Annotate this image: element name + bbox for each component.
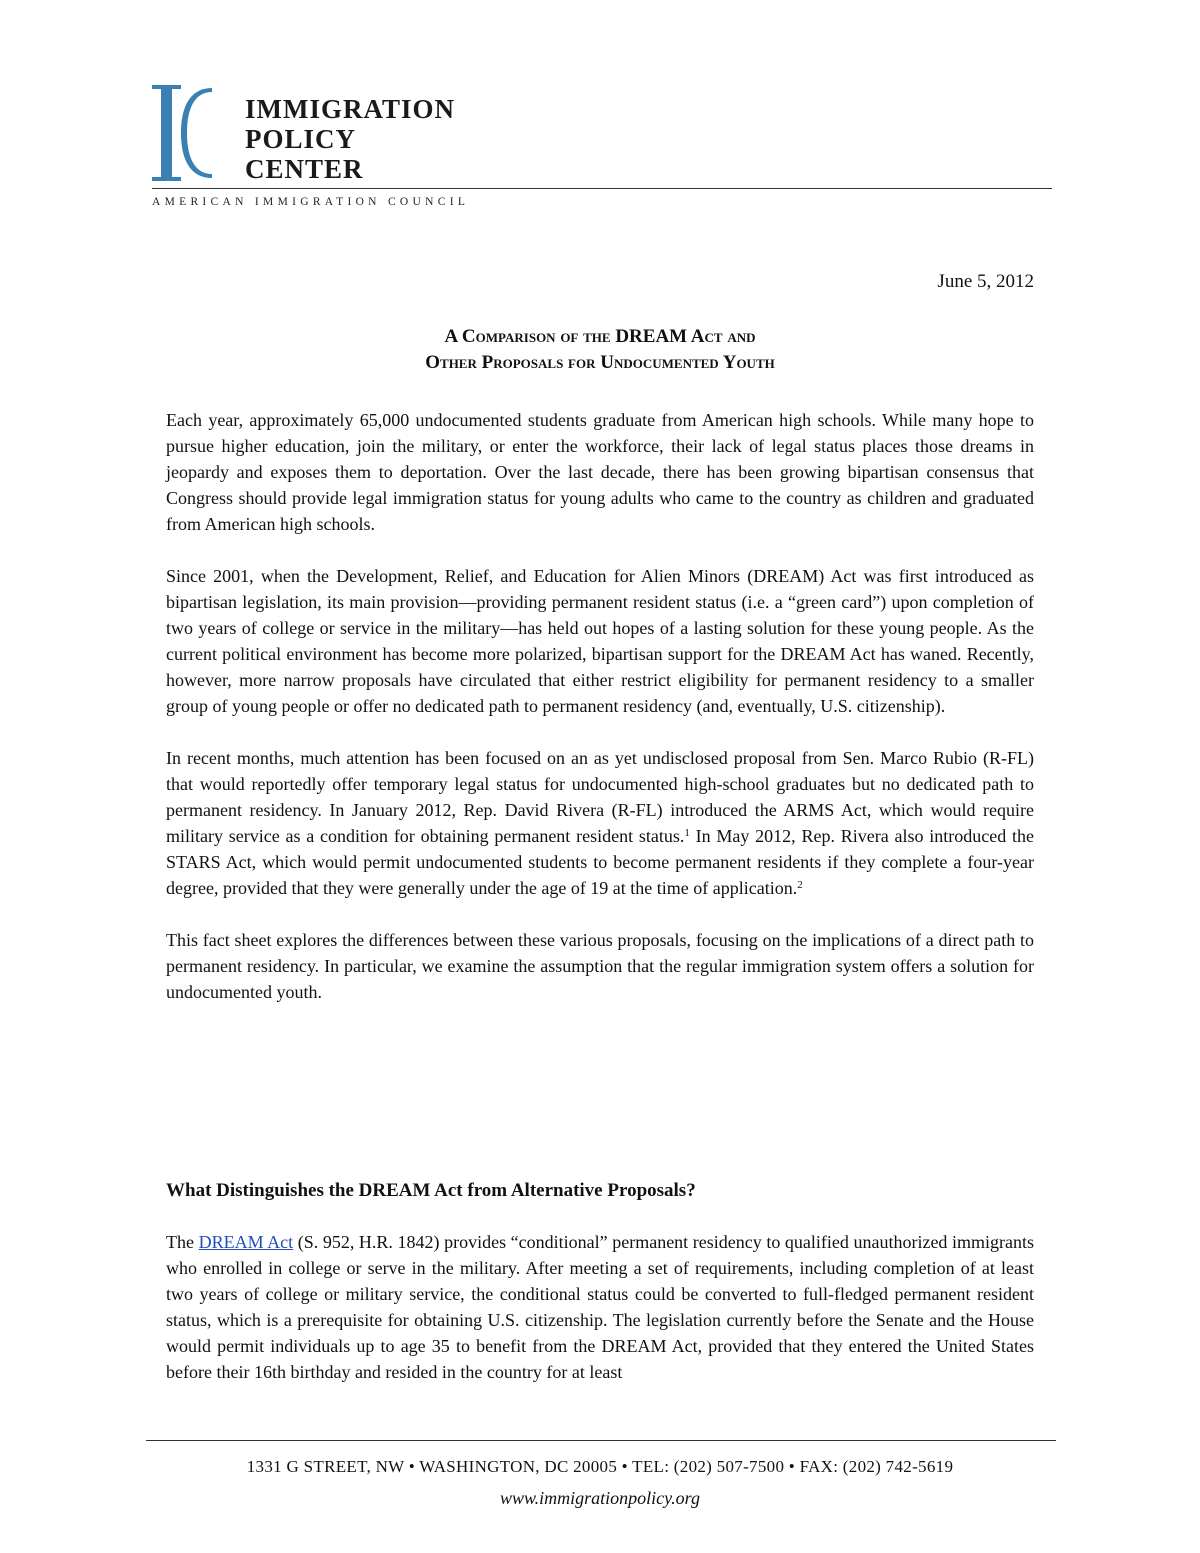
document-title bbox=[0, 324, 1200, 376]
paragraph-3-part-2: In May 2012, Rep. Rivera also introduced the STARS Act, which would permit undocumented students to become permanent residents if they complete a four-year degree, provided that they were generally under the age of 19 at the time of application. bbox=[166, 826, 1034, 898]
paragraph-3-part-1: In recent months, much attention has been focused on an as yet undisclosed proposal from Sen. Marco Rubio (R-FL) that would reportedly offer temporary legal status for undocumented high-school graduates but no dedicated path to permanent residency. In January 2012, Rep. David Rivera (R-FL) introduced the ARMS Act, which would require military service as a condition for obtaining permanent resident status. bbox=[166, 748, 1034, 846]
title-line-2: Other Proposals for Undocumented Youth bbox=[425, 352, 775, 373]
organization-name bbox=[245, 94, 455, 184]
footer-address: 1331 G STREET, NW • WASHINGTON, DC 20005 • TEL: (202) 507-7500 • FAX: (202) 742-5619 bbox=[246, 1457, 954, 1476]
dream-act-link[interactable]: DREAM Act bbox=[198, 1232, 294, 1252]
paragraph-5 bbox=[166, 1229, 1034, 1385]
paragraph-2: Since 2001, when the Development, Relief, and Education for Alien Minors (DREAM) Act was first introduced as bipartisan legislation, its main provision—providing permanent resident status (i.e. a “green card”) upon completion of two years of college or service in the military—has held out hopes of a lasting solution for these young people. As the current political environment has become more polarized, bipartisan support for the DREAM Act has waned. Recently, however, more narrow proposals have circulated that either restrict eligibility for permanent residency to a smaller group of young people or offer no dedicated path to permanent residency (and, eventually, U.S. citizenship). bbox=[166, 566, 1034, 716]
document-date: June 5, 2012 bbox=[937, 271, 1034, 292]
logo-line-1: IMMIGRATION bbox=[245, 94, 455, 124]
title-line-1: A Comparison of the DREAM Act and bbox=[444, 326, 756, 347]
intro-body bbox=[166, 407, 1034, 1031]
header-divider bbox=[152, 188, 1052, 189]
paragraph-5-lead: The bbox=[166, 1232, 199, 1252]
footnote-ref-1[interactable]: 1 bbox=[684, 827, 690, 839]
logo-line-3: CENTER bbox=[245, 154, 364, 184]
logo-line-2: POLICY bbox=[245, 124, 357, 154]
paragraph-5-rest: (S. 952, H.R. 1842) provides “conditional” permanent residency to qualified unauthorized immigrants who enrolled in college or serve in the military. After meeting a set of requirements, including completion of at least two years of college or military service, the conditional status could be converted to full-fledged permanent resident status, which is a prerequisite for obtaining U.S. citizenship. The legislation currently before the Senate and the House would permit individuals up to age 35 to benefit from the DREAM Act, provided that they entered the United States before their 16th birthday and resided in the country for at least bbox=[166, 1232, 1035, 1382]
paragraph-4: This fact sheet explores the differences between these various proposals, focusing on the implications of a direct path to permanent residency. In particular, we examine the assumption that the regular immigration system offers a solution for undocumented youth. bbox=[166, 930, 1034, 1002]
footer-website-link[interactable]: www.immigrationpolicy.org bbox=[499, 1488, 700, 1508]
council-name: AMERICAN IMMIGRATION COUNCIL bbox=[152, 196, 470, 208]
footnote-ref-2[interactable]: 2 bbox=[797, 879, 803, 891]
section-body bbox=[166, 1229, 1034, 1411]
section-heading: What Distinguishes the DREAM Act from Alternative Proposals? bbox=[166, 1180, 696, 1201]
paragraph-3 bbox=[166, 745, 1034, 901]
paragraph-1: Each year, approximately 65,000 undocumented students graduate from American high schools. While many hope to pursue higher education, join the military, or enter the workforce, their lack of legal status places those dreams in jeopardy and exposes them to deportation. Over the last decade, there has been growing bipartisan consensus that Congress should provide legal immigration status for young adults who came to the country as children and graduated from American high schools. bbox=[166, 410, 1034, 534]
footer-divider bbox=[146, 1440, 1056, 1441]
ipc-logo-icon bbox=[152, 85, 212, 181]
